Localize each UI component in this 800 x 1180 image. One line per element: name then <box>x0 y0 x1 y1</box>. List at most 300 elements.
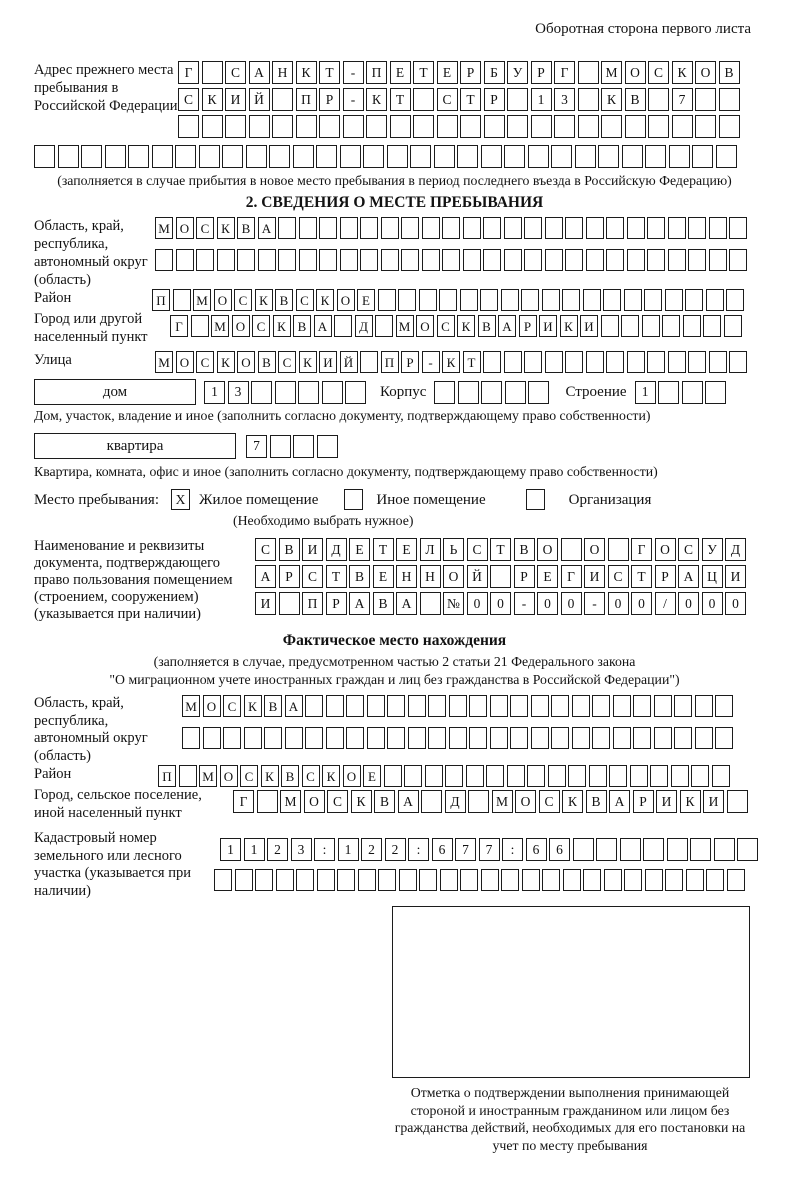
char-box[interactable]: У <box>507 61 528 84</box>
char-box[interactable] <box>413 88 434 111</box>
stay-type-checkbox-inoe[interactable] <box>344 489 363 510</box>
char-box[interactable] <box>706 289 724 311</box>
char-box[interactable]: И <box>539 315 557 337</box>
char-box[interactable] <box>606 217 624 239</box>
char-box[interactable] <box>182 727 200 749</box>
char-box[interactable] <box>217 249 235 271</box>
char-box[interactable] <box>399 869 417 891</box>
char-box[interactable] <box>665 289 683 311</box>
char-box[interactable]: Д <box>326 538 347 561</box>
char-box[interactable] <box>340 249 358 271</box>
char-box[interactable]: К <box>442 351 460 373</box>
char-box[interactable] <box>272 88 293 111</box>
char-box[interactable] <box>490 565 511 588</box>
char-box[interactable]: К <box>457 315 475 337</box>
char-box[interactable] <box>665 869 683 891</box>
char-box[interactable]: Н <box>272 61 293 84</box>
char-box[interactable] <box>688 217 706 239</box>
char-box[interactable] <box>484 115 505 138</box>
char-box[interactable]: П <box>152 289 170 311</box>
char-box[interactable] <box>620 838 641 861</box>
char-box[interactable]: И <box>302 538 323 561</box>
char-box[interactable] <box>437 115 458 138</box>
char-box[interactable]: С <box>539 790 560 813</box>
char-box[interactable] <box>524 249 542 271</box>
char-box[interactable]: В <box>719 61 740 84</box>
char-box[interactable] <box>251 381 272 404</box>
char-box[interactable]: А <box>398 790 419 813</box>
char-box[interactable]: К <box>316 289 334 311</box>
char-box[interactable] <box>422 249 440 271</box>
char-box[interactable] <box>648 88 669 111</box>
char-box[interactable] <box>176 249 194 271</box>
char-box[interactable] <box>58 145 79 168</box>
char-box[interactable]: А <box>498 315 516 337</box>
char-box[interactable]: Г <box>561 565 582 588</box>
char-box[interactable] <box>715 727 733 749</box>
char-box[interactable] <box>422 217 440 239</box>
char-box[interactable] <box>604 869 622 891</box>
char-box[interactable]: К <box>217 351 235 373</box>
char-box[interactable]: 0 <box>467 592 488 615</box>
char-box[interactable] <box>480 289 498 311</box>
char-box[interactable] <box>545 351 563 373</box>
char-box[interactable]: 3 <box>228 381 249 404</box>
char-box[interactable] <box>413 115 434 138</box>
char-box[interactable]: М <box>280 790 301 813</box>
char-box[interactable] <box>633 727 651 749</box>
char-box[interactable] <box>562 289 580 311</box>
char-box[interactable]: 2 <box>361 838 382 861</box>
char-box[interactable] <box>299 217 317 239</box>
char-box[interactable]: Д <box>355 315 373 337</box>
char-box[interactable]: Т <box>631 565 652 588</box>
char-box[interactable] <box>155 249 173 271</box>
char-box[interactable]: К <box>351 790 372 813</box>
char-box[interactable] <box>255 869 273 891</box>
char-box[interactable] <box>381 217 399 239</box>
char-box[interactable]: М <box>155 351 173 373</box>
char-box[interactable] <box>705 381 726 404</box>
char-box[interactable] <box>504 351 522 373</box>
char-box[interactable]: Б <box>484 61 505 84</box>
char-box[interactable] <box>528 145 549 168</box>
char-box[interactable]: Р <box>460 61 481 84</box>
char-box[interactable]: : <box>502 838 523 861</box>
char-box[interactable]: М <box>211 315 229 337</box>
char-box[interactable] <box>490 695 508 717</box>
char-box[interactable] <box>276 869 294 891</box>
char-box[interactable] <box>504 145 525 168</box>
char-box[interactable]: К <box>273 315 291 337</box>
char-box[interactable] <box>674 727 692 749</box>
char-box[interactable] <box>606 249 624 271</box>
char-box[interactable] <box>278 217 296 239</box>
char-box[interactable] <box>269 145 290 168</box>
char-box[interactable] <box>573 838 594 861</box>
char-box[interactable]: Г <box>178 61 199 84</box>
char-box[interactable]: В <box>586 790 607 813</box>
char-box[interactable] <box>363 145 384 168</box>
char-box[interactable]: 0 <box>678 592 699 615</box>
char-box[interactable] <box>505 381 526 404</box>
char-box[interactable] <box>481 381 502 404</box>
char-box[interactable]: 0 <box>537 592 558 615</box>
char-box[interactable] <box>682 381 703 404</box>
char-box[interactable] <box>317 435 338 458</box>
char-box[interactable] <box>644 289 662 311</box>
char-box[interactable] <box>633 695 651 717</box>
char-box[interactable]: 1 <box>244 838 265 861</box>
char-box[interactable] <box>334 315 352 337</box>
char-box[interactable] <box>703 315 721 337</box>
char-box[interactable] <box>531 727 549 749</box>
char-box[interactable] <box>650 765 668 787</box>
char-box[interactable]: С <box>196 351 214 373</box>
char-box[interactable]: Е <box>396 538 417 561</box>
char-box[interactable] <box>439 289 457 311</box>
char-box[interactable]: О <box>515 790 536 813</box>
char-box[interactable] <box>504 249 522 271</box>
char-box[interactable] <box>293 145 314 168</box>
char-box[interactable]: М <box>182 695 200 717</box>
char-box[interactable] <box>322 381 343 404</box>
char-box[interactable]: Р <box>319 88 340 111</box>
char-box[interactable]: 0 <box>702 592 723 615</box>
char-box[interactable]: 1 <box>338 838 359 861</box>
char-box[interactable]: 7 <box>455 838 476 861</box>
char-box[interactable]: А <box>396 592 417 615</box>
char-box[interactable] <box>589 765 607 787</box>
char-box[interactable] <box>34 145 55 168</box>
char-box[interactable]: П <box>302 592 323 615</box>
char-box[interactable]: А <box>314 315 332 337</box>
char-box[interactable]: С <box>196 217 214 239</box>
char-box[interactable] <box>630 765 648 787</box>
char-box[interactable] <box>463 217 481 239</box>
char-box[interactable] <box>608 538 629 561</box>
char-box[interactable] <box>449 695 467 717</box>
char-box[interactable] <box>671 765 689 787</box>
char-box[interactable]: П <box>366 61 387 84</box>
char-box[interactable]: М <box>193 289 211 311</box>
stay-type-checkbox-zhiloe[interactable]: X <box>171 489 190 510</box>
char-box[interactable] <box>510 695 528 717</box>
char-box[interactable]: К <box>202 88 223 111</box>
char-box[interactable] <box>319 249 337 271</box>
char-box[interactable]: С <box>255 538 276 561</box>
char-box[interactable] <box>724 315 742 337</box>
char-box[interactable]: В <box>373 592 394 615</box>
char-box[interactable]: С <box>302 765 320 787</box>
char-box[interactable] <box>381 249 399 271</box>
char-box[interactable] <box>360 249 378 271</box>
char-box[interactable]: К <box>261 765 279 787</box>
char-box[interactable] <box>648 115 669 138</box>
char-box[interactable] <box>387 727 405 749</box>
char-box[interactable] <box>390 115 411 138</box>
char-box[interactable] <box>387 145 408 168</box>
char-box[interactable]: С <box>437 315 455 337</box>
char-box[interactable]: Р <box>279 565 300 588</box>
char-box[interactable] <box>483 217 501 239</box>
char-box[interactable] <box>690 838 711 861</box>
char-box[interactable] <box>293 435 314 458</box>
char-box[interactable]: С <box>302 565 323 588</box>
char-box[interactable]: Д <box>725 538 746 561</box>
char-box[interactable] <box>716 145 737 168</box>
char-box[interactable]: 7 <box>246 435 267 458</box>
char-box[interactable] <box>643 838 664 861</box>
char-box[interactable] <box>449 727 467 749</box>
char-box[interactable] <box>481 869 499 891</box>
char-box[interactable] <box>420 592 441 615</box>
char-box[interactable]: И <box>584 565 605 588</box>
char-box[interactable]: О <box>176 217 194 239</box>
char-box[interactable]: К <box>366 88 387 111</box>
char-box[interactable]: М <box>155 217 173 239</box>
char-box[interactable] <box>688 351 706 373</box>
char-box[interactable] <box>425 765 443 787</box>
char-box[interactable]: В <box>237 217 255 239</box>
char-box[interactable] <box>378 289 396 311</box>
char-box[interactable]: Е <box>357 289 375 311</box>
char-box[interactable]: О <box>176 351 194 373</box>
char-box[interactable]: В <box>374 790 395 813</box>
char-box[interactable] <box>647 351 665 373</box>
char-box[interactable] <box>442 217 460 239</box>
char-box[interactable] <box>667 838 688 861</box>
char-box[interactable]: Р <box>401 351 419 373</box>
char-box[interactable]: В <box>293 315 311 337</box>
char-box[interactable] <box>440 869 458 891</box>
char-box[interactable] <box>551 145 572 168</box>
char-box[interactable] <box>695 115 716 138</box>
char-box[interactable] <box>606 351 624 373</box>
char-box[interactable] <box>645 145 666 168</box>
char-box[interactable]: 6 <box>432 838 453 861</box>
char-box[interactable] <box>398 289 416 311</box>
char-box[interactable]: В <box>625 88 646 111</box>
char-box[interactable] <box>583 869 601 891</box>
char-box[interactable] <box>360 217 378 239</box>
char-box[interactable] <box>504 217 522 239</box>
char-box[interactable] <box>483 249 501 271</box>
char-box[interactable] <box>568 765 586 787</box>
char-box[interactable]: С <box>234 289 252 311</box>
char-box[interactable] <box>128 145 149 168</box>
char-box[interactable] <box>501 289 519 311</box>
char-box[interactable]: А <box>609 790 630 813</box>
char-box[interactable] <box>627 217 645 239</box>
char-box[interactable]: 6 <box>549 838 570 861</box>
char-box[interactable]: К <box>244 695 262 717</box>
char-box[interactable] <box>586 351 604 373</box>
char-box[interactable] <box>596 838 617 861</box>
char-box[interactable] <box>366 115 387 138</box>
char-box[interactable]: В <box>275 289 293 311</box>
char-box[interactable] <box>296 869 314 891</box>
char-box[interactable]: С <box>252 315 270 337</box>
char-box[interactable]: И <box>725 565 746 588</box>
char-box[interactable]: О <box>214 289 232 311</box>
char-box[interactable] <box>404 765 422 787</box>
char-box[interactable]: Т <box>460 88 481 111</box>
char-box[interactable]: К <box>255 289 273 311</box>
char-box[interactable]: С <box>648 61 669 84</box>
char-box[interactable]: Т <box>326 565 347 588</box>
char-box[interactable] <box>387 695 405 717</box>
char-box[interactable]: 0 <box>631 592 652 615</box>
char-box[interactable]: Р <box>484 88 505 111</box>
char-box[interactable]: 0 <box>608 592 629 615</box>
char-box[interactable] <box>531 115 552 138</box>
char-box[interactable] <box>674 695 692 717</box>
char-box[interactable]: И <box>580 315 598 337</box>
char-box[interactable] <box>179 765 197 787</box>
char-box[interactable] <box>175 145 196 168</box>
char-box[interactable]: С <box>327 790 348 813</box>
char-box[interactable]: - <box>584 592 605 615</box>
char-box[interactable] <box>468 790 489 813</box>
char-box[interactable]: Е <box>437 61 458 84</box>
char-box[interactable]: И <box>656 790 677 813</box>
char-box[interactable] <box>469 695 487 717</box>
char-box[interactable] <box>486 765 504 787</box>
char-box[interactable]: К <box>672 61 693 84</box>
char-box[interactable] <box>316 145 337 168</box>
house-type-box[interactable]: дом <box>34 379 196 405</box>
char-box[interactable]: О <box>625 61 646 84</box>
char-box[interactable] <box>222 145 243 168</box>
apartment-type-box[interactable]: квартира <box>34 433 236 459</box>
char-box[interactable] <box>575 145 596 168</box>
char-box[interactable] <box>565 249 583 271</box>
char-box[interactable] <box>244 727 262 749</box>
char-box[interactable] <box>419 289 437 311</box>
char-box[interactable] <box>481 145 502 168</box>
char-box[interactable]: П <box>381 351 399 373</box>
char-box[interactable] <box>647 217 665 239</box>
char-box[interactable] <box>483 351 501 373</box>
char-box[interactable]: И <box>703 790 724 813</box>
char-box[interactable]: О <box>220 765 238 787</box>
char-box[interactable] <box>598 145 619 168</box>
char-box[interactable]: Л <box>420 538 441 561</box>
char-box[interactable]: Р <box>531 61 552 84</box>
char-box[interactable] <box>563 869 581 891</box>
char-box[interactable]: : <box>408 838 429 861</box>
char-box[interactable] <box>729 217 747 239</box>
char-box[interactable]: О <box>337 289 355 311</box>
char-box[interactable] <box>410 145 431 168</box>
char-box[interactable] <box>298 381 319 404</box>
char-box[interactable]: О <box>237 351 255 373</box>
char-box[interactable] <box>613 695 631 717</box>
char-box[interactable] <box>737 838 758 861</box>
char-box[interactable]: - <box>343 61 364 84</box>
char-box[interactable]: Й <box>249 88 270 111</box>
char-box[interactable]: Ь <box>443 538 464 561</box>
char-box[interactable] <box>548 765 566 787</box>
char-box[interactable] <box>627 351 645 373</box>
char-box[interactable] <box>586 217 604 239</box>
char-box[interactable]: К <box>322 765 340 787</box>
char-box[interactable] <box>264 727 282 749</box>
char-box[interactable] <box>613 727 631 749</box>
char-box[interactable]: Г <box>233 790 254 813</box>
char-box[interactable]: В <box>258 351 276 373</box>
char-box[interactable] <box>551 727 569 749</box>
char-box[interactable] <box>621 315 639 337</box>
char-box[interactable]: К <box>299 351 317 373</box>
char-box[interactable]: В <box>478 315 496 337</box>
char-box[interactable] <box>695 695 713 717</box>
char-box[interactable]: М <box>396 315 414 337</box>
char-box[interactable] <box>729 249 747 271</box>
char-box[interactable]: Р <box>326 592 347 615</box>
char-box[interactable] <box>105 145 126 168</box>
char-box[interactable]: В <box>264 695 282 717</box>
char-box[interactable] <box>199 145 220 168</box>
char-box[interactable] <box>434 381 455 404</box>
char-box[interactable]: С <box>467 538 488 561</box>
char-box[interactable]: В <box>281 765 299 787</box>
char-box[interactable]: Р <box>655 565 676 588</box>
char-box[interactable] <box>278 249 296 271</box>
char-box[interactable]: 1 <box>635 381 656 404</box>
char-box[interactable]: Т <box>463 351 481 373</box>
char-box[interactable] <box>706 869 724 891</box>
char-box[interactable] <box>345 381 366 404</box>
char-box[interactable]: Е <box>363 765 381 787</box>
char-box[interactable]: 1 <box>204 381 225 404</box>
char-box[interactable]: Й <box>340 351 358 373</box>
char-box[interactable] <box>445 765 463 787</box>
char-box[interactable] <box>719 88 740 111</box>
char-box[interactable]: А <box>285 695 303 717</box>
char-box[interactable]: 2 <box>385 838 406 861</box>
char-box[interactable] <box>237 249 255 271</box>
char-box[interactable]: М <box>199 765 217 787</box>
char-box[interactable] <box>691 765 709 787</box>
char-box[interactable] <box>695 88 716 111</box>
char-box[interactable] <box>421 790 442 813</box>
char-box[interactable] <box>603 289 621 311</box>
char-box[interactable] <box>592 695 610 717</box>
char-box[interactable] <box>524 351 542 373</box>
char-box[interactable] <box>647 249 665 271</box>
char-box[interactable] <box>527 765 545 787</box>
char-box[interactable] <box>490 727 508 749</box>
char-box[interactable] <box>714 838 735 861</box>
char-box[interactable] <box>686 869 704 891</box>
char-box[interactable]: О <box>203 695 221 717</box>
char-box[interactable] <box>726 289 744 311</box>
char-box[interactable] <box>428 727 446 749</box>
char-box[interactable]: Т <box>319 61 340 84</box>
char-box[interactable] <box>521 289 539 311</box>
char-box[interactable] <box>719 115 740 138</box>
char-box[interactable]: С <box>225 61 246 84</box>
char-box[interactable] <box>305 727 323 749</box>
char-box[interactable] <box>296 115 317 138</box>
char-box[interactable]: В <box>349 565 370 588</box>
char-box[interactable] <box>672 115 693 138</box>
char-box[interactable] <box>214 869 232 891</box>
char-box[interactable]: Й <box>467 565 488 588</box>
char-box[interactable] <box>384 765 402 787</box>
